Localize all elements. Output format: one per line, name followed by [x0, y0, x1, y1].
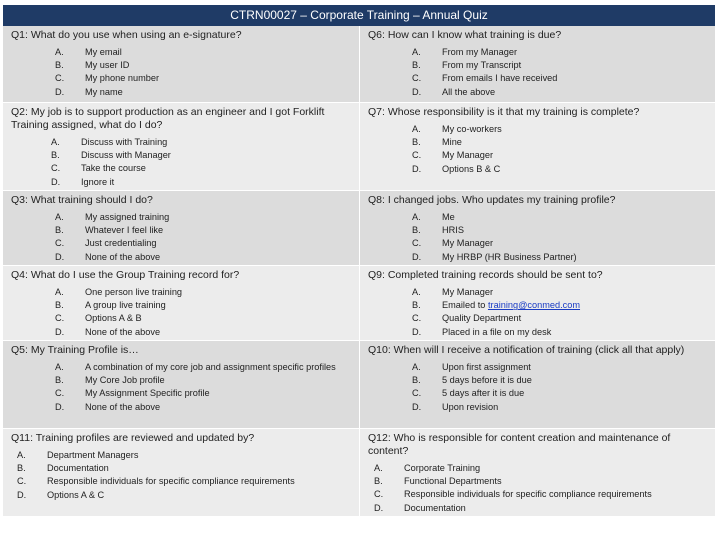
option-letter: A. — [51, 137, 60, 147]
option-text — [85, 72, 159, 85]
option-letter: C. — [412, 238, 422, 249]
option-text — [442, 401, 498, 414]
option-label: My email — [85, 47, 122, 57]
question-text: Q7: Whose responsibility is it that my training is complete? — [368, 106, 640, 118]
question-cell — [359, 26, 715, 102]
answer-option — [368, 211, 705, 224]
option-letter: B. — [51, 150, 60, 161]
option-text — [442, 312, 521, 325]
question-cell — [3, 429, 359, 516]
question-text: Q6: How can I know what training is due? — [368, 29, 562, 41]
answer-option — [11, 224, 349, 237]
option-letter: A. — [412, 362, 421, 372]
question-text: Q4: What do I use the Group Training record for? — [11, 269, 240, 281]
option-letter: A. — [55, 287, 64, 297]
option-label: From emails I have received — [442, 73, 558, 84]
answer-option — [11, 286, 349, 299]
answer-option — [368, 374, 705, 387]
question-text: Q12: Who is responsible for content creation and maintenance of content? — [368, 432, 671, 457]
option-label: Upon first assignment — [442, 362, 531, 372]
answer-options — [11, 136, 349, 189]
option-label: Discuss with Training — [81, 137, 168, 147]
option-label: My name — [85, 86, 123, 97]
option-text — [81, 136, 167, 149]
answer-option — [368, 163, 705, 176]
option-label: Options A & B — [85, 313, 142, 324]
option-label: My assigned training — [85, 212, 170, 222]
option-label: Responsible individuals for specific compliance requirements — [47, 476, 295, 487]
option-text — [85, 251, 160, 264]
option-letter: B. — [412, 300, 421, 311]
option-letter: C. — [55, 388, 65, 399]
option-label: Ignore it — [81, 176, 115, 187]
option-letter: D. — [55, 401, 65, 412]
answer-options — [368, 286, 705, 339]
answer-option — [368, 123, 705, 136]
option-text — [81, 149, 171, 162]
option-label: My Manager — [442, 238, 494, 249]
answer-option — [11, 136, 349, 149]
option-letter: A. — [17, 450, 26, 460]
answer-option — [368, 299, 705, 312]
option-label: My Core Job profile — [85, 375, 165, 386]
option-letter: D. — [55, 251, 65, 262]
option-text — [85, 286, 182, 299]
option-text — [442, 163, 500, 176]
answer-options — [11, 449, 349, 502]
option-label: Take the course — [81, 163, 146, 174]
option-label: From my Manager — [442, 47, 518, 57]
answer-options — [11, 286, 349, 339]
option-text — [85, 237, 157, 250]
answer-option — [11, 361, 349, 374]
answer-option — [368, 237, 705, 250]
option-text — [442, 387, 524, 400]
answer-option — [368, 59, 705, 72]
email-link[interactable]: training@conmed.com — [487, 300, 581, 311]
option-text — [47, 475, 295, 488]
answer-option — [11, 237, 349, 250]
option-label: Placed in a file on my desk — [442, 326, 552, 337]
option-label: My co-workers — [442, 124, 502, 134]
option-text — [442, 224, 464, 237]
quiz-row — [3, 191, 715, 266]
option-text — [85, 224, 163, 237]
option-text — [81, 176, 114, 189]
option-letter: A. — [412, 212, 421, 222]
question-text: Q11: Training profiles are reviewed and updated by? — [11, 432, 255, 444]
option-label: Responsible individuals for specific compliance requirements — [404, 489, 652, 500]
option-label: Emailed to — [442, 300, 488, 311]
option-letter: C. — [55, 73, 65, 84]
option-text — [404, 488, 652, 501]
option-text — [85, 312, 142, 325]
option-label: Whatever I feel like — [85, 225, 164, 236]
answer-option — [11, 86, 349, 99]
option-label: My Manager — [442, 150, 494, 161]
answer-options — [368, 361, 705, 414]
quiz-row — [3, 26, 715, 103]
answer-option — [11, 475, 349, 488]
answer-option — [368, 224, 705, 237]
option-label: All the above — [442, 86, 496, 97]
quiz-row — [3, 266, 715, 341]
answer-option — [368, 387, 705, 400]
answer-option — [368, 401, 705, 414]
answer-option — [368, 312, 705, 325]
option-text — [85, 86, 123, 99]
answer-option — [11, 462, 349, 475]
option-label: 5 days after it is due — [442, 388, 525, 399]
question-text: Q9: Completed training records should be sent to? — [368, 269, 603, 281]
option-text — [442, 86, 495, 99]
answer-options — [11, 361, 349, 414]
question-text: Q2: My job is to support production as an engineer and I got Forklift Training assigned, what do I do? — [11, 106, 325, 131]
option-text — [85, 211, 169, 224]
option-text — [442, 149, 493, 162]
quiz-row — [3, 429, 715, 517]
option-letter: B. — [374, 476, 383, 487]
answer-options — [11, 46, 349, 99]
option-text — [442, 123, 502, 136]
answer-option — [11, 211, 349, 224]
option-letter: C. — [55, 238, 65, 249]
answer-option — [368, 488, 705, 501]
option-text — [81, 162, 146, 175]
question-text: Q10: When will I receive a notification of training (click all that apply) — [368, 344, 685, 356]
option-letter: C. — [412, 150, 422, 161]
answer-option — [11, 387, 349, 400]
option-text — [85, 326, 160, 339]
option-letter: A. — [55, 212, 64, 222]
option-letter: D. — [412, 251, 422, 262]
question-cell — [3, 191, 359, 265]
question-cell — [359, 429, 715, 516]
option-text — [442, 237, 493, 250]
option-label: A group live training — [85, 300, 166, 311]
quiz-row — [3, 341, 715, 429]
option-label: HRIS — [442, 225, 464, 236]
option-label: Upon revision — [442, 401, 499, 412]
option-letter: B. — [17, 463, 26, 474]
option-label: Mine — [442, 137, 462, 148]
answer-options — [368, 123, 705, 176]
option-letter: A. — [374, 463, 383, 473]
option-label: My user ID — [85, 60, 130, 71]
answer-option — [11, 312, 349, 325]
answer-option — [11, 176, 349, 189]
option-label: Discuss with Manager — [81, 150, 171, 161]
answer-option — [368, 86, 705, 99]
option-letter: C. — [412, 73, 422, 84]
answer-option — [368, 361, 705, 374]
option-letter: D. — [374, 502, 384, 513]
option-text — [442, 72, 557, 85]
question-text: Q8: I changed jobs. Who updates my training profile? — [368, 194, 616, 206]
question-cell — [359, 341, 715, 428]
answer-options — [368, 462, 705, 515]
option-text — [85, 59, 129, 72]
option-text — [47, 462, 109, 475]
answer-option — [11, 489, 349, 502]
option-letter: B. — [55, 375, 64, 386]
option-label: 5 days before it is due — [442, 375, 532, 386]
answer-option — [11, 401, 349, 414]
option-letter: A. — [412, 47, 421, 57]
answer-option — [368, 462, 705, 475]
option-text — [404, 475, 502, 488]
option-letter: D. — [55, 326, 65, 337]
option-text — [442, 326, 551, 339]
option-label: None of the above — [85, 251, 161, 262]
option-letter: B. — [412, 225, 421, 236]
option-text — [442, 251, 577, 264]
question-cell — [3, 103, 359, 190]
option-label: Me — [442, 212, 455, 222]
option-letter: B. — [412, 137, 421, 148]
option-label: Corporate Training — [404, 463, 481, 473]
option-text — [442, 59, 521, 72]
option-text — [442, 286, 493, 299]
option-letter: D. — [55, 86, 65, 97]
answer-option — [368, 46, 705, 59]
option-letter: C. — [51, 163, 61, 174]
option-text — [442, 374, 532, 387]
answer-option — [368, 502, 705, 515]
option-letter: A. — [55, 362, 64, 372]
option-label: From my Transcript — [442, 60, 522, 71]
option-label: None of the above — [85, 326, 161, 337]
option-label: Documentation — [47, 463, 109, 474]
question-cell — [359, 103, 715, 190]
option-text — [85, 46, 122, 59]
option-label: Department Managers — [47, 450, 139, 460]
option-letter: C. — [55, 313, 65, 324]
option-text — [85, 299, 166, 312]
option-letter: B. — [412, 375, 421, 386]
question-cell — [3, 26, 359, 102]
option-label: My HRBP (HR Business Partner) — [442, 251, 577, 262]
option-letter: D. — [412, 86, 422, 97]
option-label: Options A & C — [47, 489, 105, 500]
page-title: CTRN00027 – Corporate Training – Annual Quiz — [3, 5, 715, 26]
answer-option — [368, 286, 705, 299]
option-text — [442, 299, 580, 312]
answer-options — [11, 211, 349, 264]
option-text — [442, 46, 517, 59]
quiz-row — [3, 103, 715, 191]
option-text — [404, 502, 466, 515]
option-letter: B. — [412, 60, 421, 71]
option-letter: B. — [55, 60, 64, 71]
option-letter: D. — [51, 176, 61, 187]
quiz-grid — [3, 26, 715, 517]
option-label: My phone number — [85, 73, 160, 84]
option-letter: C. — [17, 476, 27, 487]
question-cell — [3, 266, 359, 340]
option-letter: B. — [55, 225, 64, 236]
question-cell — [3, 341, 359, 428]
answer-option — [11, 449, 349, 462]
option-label: Documentation — [404, 502, 466, 513]
answer-option — [11, 149, 349, 162]
answer-option — [11, 162, 349, 175]
answer-options — [368, 211, 705, 264]
option-label: One person live training — [85, 287, 183, 297]
question-cell — [359, 191, 715, 265]
option-letter: D. — [17, 489, 27, 500]
option-text — [404, 462, 480, 475]
option-label: Just credentialing — [85, 238, 157, 249]
answer-option — [11, 59, 349, 72]
option-label: My Manager — [442, 287, 494, 297]
answer-option — [368, 149, 705, 162]
question-text: Q1: What do you use when using an e-signature? — [11, 29, 242, 41]
answer-option — [11, 374, 349, 387]
option-letter: C. — [412, 313, 422, 324]
answer-option — [11, 72, 349, 85]
option-text — [442, 361, 531, 374]
option-letter: A. — [412, 287, 421, 297]
option-letter: B. — [55, 300, 64, 311]
option-text — [47, 449, 138, 462]
option-letter: A. — [55, 47, 64, 57]
answer-options — [368, 46, 705, 99]
option-text — [442, 211, 455, 224]
question-cell — [359, 266, 715, 340]
option-text — [85, 387, 210, 400]
option-text — [85, 374, 165, 387]
option-letter: D. — [412, 326, 422, 337]
answer-option — [368, 72, 705, 85]
answer-option — [11, 326, 349, 339]
option-letter: C. — [374, 489, 384, 500]
question-text: Q5: My Training Profile is… — [11, 344, 139, 356]
option-text — [47, 489, 104, 502]
option-label: A combination of my core job and assignment specific profiles — [85, 362, 336, 372]
option-text — [85, 361, 336, 374]
answer-option — [368, 326, 705, 339]
question-text: Q3: What training should I do? — [11, 194, 153, 206]
option-label: Quality Department — [442, 313, 522, 324]
answer-option — [368, 251, 705, 264]
answer-option — [11, 46, 349, 59]
option-label: Functional Departments — [404, 476, 502, 487]
option-letter: C. — [412, 388, 422, 399]
option-letter: A. — [412, 124, 421, 134]
answer-option — [368, 136, 705, 149]
option-label: My Assignment Specific profile — [85, 388, 210, 399]
option-text — [85, 401, 160, 414]
option-label: Options B & C — [442, 163, 501, 174]
option-letter: D. — [412, 401, 422, 412]
answer-option — [11, 251, 349, 264]
option-text — [442, 136, 462, 149]
option-letter: D. — [412, 163, 422, 174]
option-label: None of the above — [85, 401, 161, 412]
answer-option — [11, 299, 349, 312]
answer-option — [368, 475, 705, 488]
